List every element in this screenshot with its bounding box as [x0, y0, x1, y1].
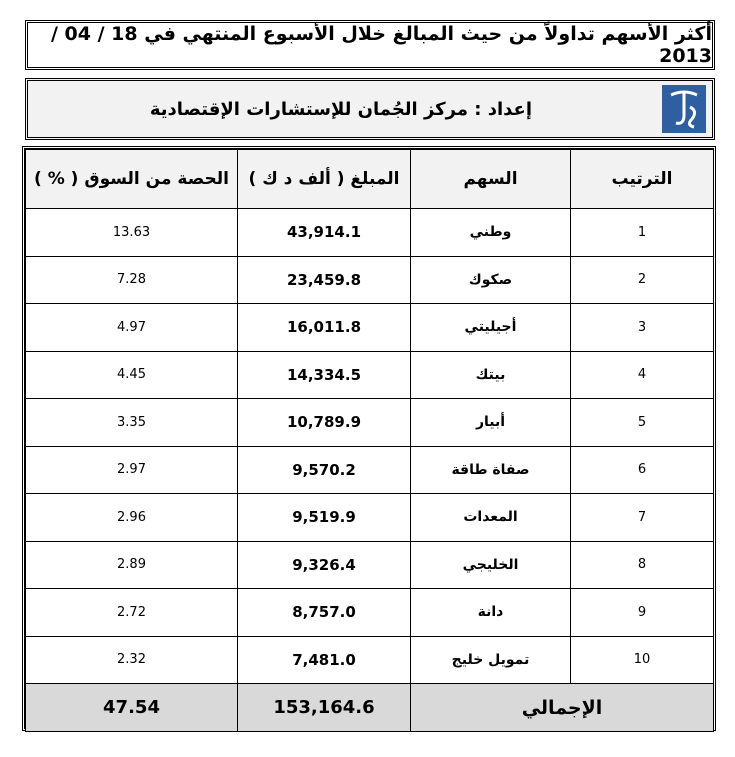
cell-stock: الخليجي	[411, 541, 571, 589]
table-row	[26, 304, 714, 352]
cell-share: 4.97	[26, 304, 238, 352]
cell-rank: 3	[571, 304, 714, 352]
cell-amount: 7,481.0	[238, 636, 411, 684]
cell-share: 2.32	[26, 636, 238, 684]
header-share: الحصة من السوق ( % )	[26, 150, 238, 209]
table-row	[26, 351, 714, 399]
cell-amount: 23,459.8	[238, 256, 411, 304]
cell-stock: تمويل خليج	[411, 636, 571, 684]
cell-share: 13.63	[26, 209, 238, 257]
cell-stock: وطني	[411, 209, 571, 257]
cell-amount: 14,334.5	[238, 351, 411, 399]
cell-rank: 6	[571, 446, 714, 494]
cell-stock: أبيار	[411, 399, 571, 447]
cell-share: 2.97	[26, 446, 238, 494]
total-label: الإجمالي	[411, 684, 714, 732]
cell-share: 2.89	[26, 541, 238, 589]
table-row	[26, 446, 714, 494]
cell-share: 2.72	[26, 589, 238, 637]
total-amount: 153,164.6	[238, 684, 411, 732]
cell-stock: صفاة طاقة	[411, 446, 571, 494]
table-row	[26, 589, 714, 637]
table-row	[26, 256, 714, 304]
top-stocks-table	[22, 146, 716, 731]
table-row	[26, 209, 714, 257]
cell-rank: 8	[571, 541, 714, 589]
cell-share: 2.96	[26, 494, 238, 542]
table-row	[26, 541, 714, 589]
cell-rank: 9	[571, 589, 714, 637]
cell-share: 3.35	[26, 399, 238, 447]
cell-stock: المعدات	[411, 494, 571, 542]
cell-rank: 10	[571, 636, 714, 684]
cell-stock: صكوك	[411, 256, 571, 304]
total-share: 47.54	[26, 684, 238, 732]
report-title: أكثر الأسهم تداولاً من حيث المبالغ خلال الأسبوع المنتهي في 18 / 04 / 2013	[50, 23, 712, 67]
cell-amount: 9,519.9	[238, 494, 411, 542]
table-row	[26, 636, 714, 684]
cell-amount: 10,789.9	[238, 399, 411, 447]
table-header-row	[26, 150, 714, 209]
header-amount: المبلغ ( ألف د ك )	[238, 150, 411, 209]
cell-rank: 2	[571, 256, 714, 304]
cell-share: 7.28	[26, 256, 238, 304]
header-stock: السهم	[411, 150, 571, 209]
prepared-by-text: إعداد : مركز الجُمان للإستشارات الإقتصادية	[149, 98, 532, 120]
report-title-box	[25, 20, 715, 70]
cell-rank: 1	[571, 209, 714, 257]
cell-stock: أجيليتي	[411, 304, 571, 352]
prepared-by-box	[25, 78, 715, 140]
table-row	[26, 399, 714, 447]
cell-amount: 9,326.4	[238, 541, 411, 589]
cell-rank: 5	[571, 399, 714, 447]
table-row	[26, 494, 714, 542]
cell-stock: بيتك	[411, 351, 571, 399]
cell-stock: دانة	[411, 589, 571, 637]
header-rank: الترتيب	[571, 150, 714, 209]
total-row	[26, 684, 714, 732]
cell-amount: 8,757.0	[238, 589, 411, 637]
cell-share: 4.45	[26, 351, 238, 399]
cell-rank: 4	[571, 351, 714, 399]
cell-amount: 9,570.2	[238, 446, 411, 494]
cell-rank: 7	[571, 494, 714, 542]
cell-amount: 43,914.1	[238, 209, 411, 257]
jumaan-logo-icon	[662, 85, 706, 133]
cell-amount: 16,011.8	[238, 304, 411, 352]
